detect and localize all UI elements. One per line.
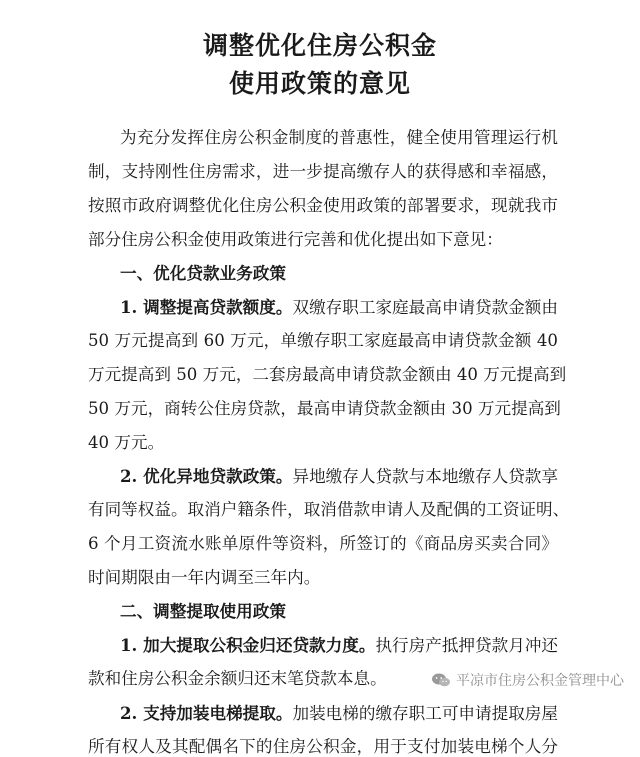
intro-line-1: 为充分发挥住房公积金制度的普惠性，健全使用管理运行机 bbox=[120, 128, 558, 147]
wechat-icon bbox=[431, 672, 451, 688]
section1-item1-line-2: 50 万元提高到 60 万元，单缴存职工家庭最高申请贷款金额 40 bbox=[88, 331, 558, 350]
section1-item2-line-2: 有同等权益。取消户籍条件，取消借款申请人及配偶的工资证明、 bbox=[88, 500, 570, 519]
section1-item2-lead: 2. 优化异地贷款政策。 bbox=[120, 466, 293, 486]
section2-item2-line-1 bbox=[120, 703, 558, 724]
document-title-line1: 调整优化住房公积金 bbox=[202, 31, 437, 60]
section1-heading: 一、优化贷款业务政策 bbox=[120, 263, 286, 283]
intro-line-4: 部分住房公积金使用政策进行完善和优化提出如下意见： bbox=[88, 230, 503, 249]
section1-item1-lead: 1. 调整提高贷款额度。 bbox=[120, 297, 293, 317]
section2-item2-line-2: 所有权人及其配偶名下的住房公积金，用于支付加装电梯个人分 bbox=[88, 737, 558, 756]
section1-item1-line-5: 40 万元。 bbox=[88, 433, 165, 452]
intro-line-2: 制，支持刚性住房需求，进一步提高缴存人的获得感和幸福感， bbox=[88, 162, 558, 181]
section2-item1-line-1 bbox=[120, 635, 558, 656]
section2-heading: 二、调整提取使用政策 bbox=[120, 601, 286, 621]
section2-item2-lead: 2. 支持加装电梯提取。 bbox=[120, 703, 293, 723]
section2-item1-text: 执行房产抵押贷款月冲还 bbox=[375, 636, 559, 655]
section1-item2-line-3: 6 个月工资流水账单原件等资料，所签订的《商品房买卖合同》 bbox=[88, 534, 558, 553]
intro-line-3: 按照市政府调整优化住房公积金使用政策的部署要求，现就我市 bbox=[88, 196, 558, 215]
document-title-line2: 使用政策的意见 bbox=[228, 69, 411, 98]
section2-item1-lead: 1. 加大提取公积金归还贷款力度。 bbox=[120, 635, 376, 655]
section2-item1-line-2: 款和住房公积金余额归还末笔贷款本息。 bbox=[88, 669, 387, 688]
section1-item2-text: 异地缴存人贷款与本地缴存人贷款享 bbox=[292, 467, 558, 486]
section1-item2-line-4: 时间期限由一年内调至三年内。 bbox=[88, 568, 321, 587]
section2-item2-text: 加装电梯的缴存职工可申请提取房屋 bbox=[292, 704, 558, 723]
watermark-text: 平凉市住房公积金管理中心 bbox=[456, 673, 624, 689]
section1-item1-line-1 bbox=[120, 297, 558, 318]
section1-item1-text: 双缴存职工家庭最高申请贷款金额由 bbox=[292, 298, 558, 317]
source-watermark bbox=[431, 670, 624, 690]
section1-item1-line-3: 万元提高到 50 万元，二套房最高申请贷款金额由 40 万元提高到 bbox=[88, 365, 567, 384]
section1-item1-line-4: 50 万元，商转公住房贷款，最高申请贷款金额由 30 万元提高到 bbox=[88, 399, 561, 418]
section1-item2-line-1 bbox=[120, 466, 558, 487]
